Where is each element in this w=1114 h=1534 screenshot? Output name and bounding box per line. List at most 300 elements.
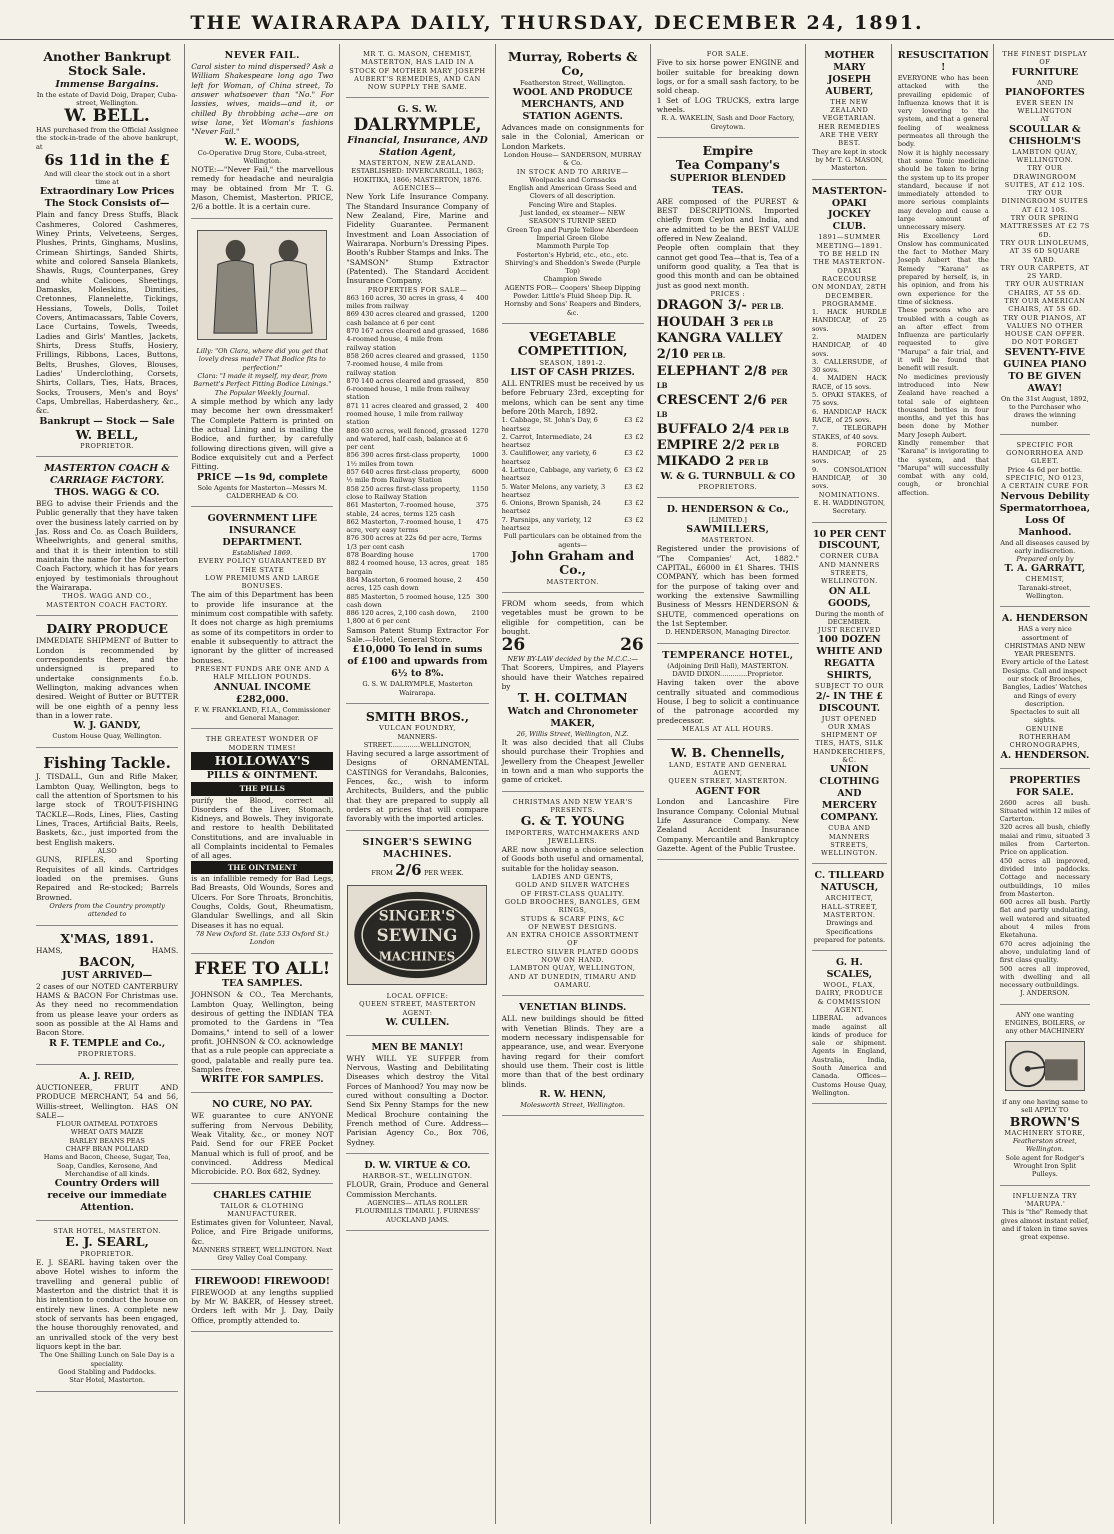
tea-price-value: 3 xyxy=(729,314,744,330)
property-item: 320 acres all bush, chiefly maiai and rimu, situated 3 miles from Carterton. Price on application. xyxy=(999,823,1090,857)
ad-text: AT xyxy=(1040,115,1050,124)
ad-subtitle: MACHINERY STORE, xyxy=(1004,1128,1086,1137)
column-4 xyxy=(496,44,651,1524)
property-price: 2100 xyxy=(471,609,489,618)
ad-text: if any one having same to sell APPLY TO xyxy=(1002,1097,1088,1115)
ad-address: MANNERS-STREET..............WELLINGTON, xyxy=(363,732,472,749)
ad-title: RESUSCITATION ! xyxy=(897,50,989,73)
bankrupt-stock-ad xyxy=(36,44,178,457)
prize-second: £2 xyxy=(635,449,644,458)
tea-price-value: 2/4 xyxy=(731,421,760,437)
prize-row xyxy=(502,466,644,483)
ad-heading: NOMINATIONS. xyxy=(818,490,880,499)
prize-first: £3 xyxy=(623,416,633,425)
jockey-club-ad xyxy=(812,180,887,523)
ad-number: 26 xyxy=(620,635,644,656)
race-item: 9. CONSOLATION HANDICAP, of 30 sovs. xyxy=(811,465,887,491)
ad-text: ON MONDAY, 28TH DECEMBER. xyxy=(811,283,887,300)
virtue-ad xyxy=(346,1154,488,1231)
ad-text: WHY WILL YE SUFFER from Nervous, Wasting and Debilitating Diseases which destroy the Vital Forces of Manhood? You may now be cured without consulting a Doctor. Send Six Penny Stamps for the new Medical Brochure containing the French method of Cure. Address—Parisian Agency Co., Box 706, Sydney. xyxy=(346,1053,489,1147)
list-item: Imperial Green Globe xyxy=(536,233,609,242)
ad-signature: R. A. WAKELIN, Sash and Door Factory, Greytown. xyxy=(661,114,795,131)
ad-subtitle: WOOL, FLAX, DAIRY, PRODUCE & COMMISSION AGENT. xyxy=(815,981,884,1014)
ad-text: In the estate of David Doig, Draper, Cuba-street, Wellington. xyxy=(36,90,178,108)
firewood-ad xyxy=(191,1270,333,1332)
venetian-blinds-ad xyxy=(502,996,644,1116)
column-6a xyxy=(812,44,892,1524)
ad-signature-title: PROPRIETOR. xyxy=(80,441,135,450)
property-price: 300 xyxy=(475,592,489,601)
tea-price-value: 2/2 xyxy=(722,437,750,453)
property-row xyxy=(346,534,488,551)
ad-text: This is "the" Remedy that gives almost instant relief, and if taken in time saves great expense. xyxy=(1000,1208,1090,1242)
tea-unit: PER LB xyxy=(749,441,780,451)
list-item: NOW ON HAND. xyxy=(541,956,605,965)
ad-title: X'MAS, 1891. xyxy=(60,930,154,946)
ad-prefix: G. S. W. xyxy=(397,104,438,116)
tea-price-row xyxy=(657,331,799,364)
ad-text: Having secured a large assortment of Designs of ORNAMENTAL CASTINGS for Verandahs, Balconies, Fences, &c., wish to inform Architects, Builders, and the public that they are prepared to supply all orders at prices that will compare favorably with the imported articles. xyxy=(346,749,489,824)
ad-name: T. H. COLTMAN xyxy=(517,690,628,706)
prize-item: 3. Cauliflower, any variety, 6 heartsez xyxy=(501,449,597,466)
ad-text: A CERTAIN CURE FOR xyxy=(1001,482,1089,491)
prize-row xyxy=(502,516,644,533)
ad-name: C. TILLEARD NATUSCH, xyxy=(814,870,885,894)
ad-subtitle: Watch and Chronometer MAKER, xyxy=(507,705,638,729)
ad-address: 78 New Oxford St. (late 533 Oxford St.) London xyxy=(195,930,329,947)
ad-name: G. & T. YOUNG xyxy=(520,813,625,829)
race-item: 3. CALLERSUDE, of 30 sovs. xyxy=(811,357,887,375)
ad-text: JOHNSON & CO., Tea Merchants, Lambton Quay, Wellington, being desirous of getting the INDIAN TEA promoted to the Gardens in "Tea Domains," intend to sell of a lower profit. JOHNSON & CO. acknowledge that as a rule people can appreciate a good, palatable and really pure tea. Samples free. xyxy=(191,990,334,1074)
ad-caption: Clara: "I made it myself, my dear, from Barnett's Perfect Fitting Bodice Linings." xyxy=(193,372,332,389)
ad-subtitle: CHRISTMAS AND NEW YEAR'S PRESENTS. xyxy=(512,797,633,814)
ad-heading: PIANOFORTES xyxy=(1004,86,1085,98)
ad-text: AND xyxy=(1036,78,1053,87)
ad-heading: THE OINTMENT xyxy=(191,861,333,874)
ad-subtitle: CHEMIST, xyxy=(1025,575,1065,584)
prize-first: £3 xyxy=(623,432,633,441)
tea-name: CRESCENT xyxy=(656,392,744,408)
ad-signature: Star Hotel, Masterton. xyxy=(69,1376,145,1385)
holloway-ad xyxy=(191,729,333,953)
ad-heading: AGENCIES— xyxy=(393,183,442,192)
ad-text: E. J. SEARL having taken over the above Hotel wishes to inform the travelling and general public of Masterton and the district that it is his intention to conduct the house on entirely new lines. A complete new stock of servants has been engaged, the house thoroughly renovated, and an unrivalled stock of the very best liquors kept in the bar. xyxy=(36,1258,179,1352)
ad-address: CUBA AND MANNERS STREETS, WELLINGTON. xyxy=(820,824,878,858)
race-item: 4. MAIDEN HACK RACE, of 15 sovs. xyxy=(811,374,887,391)
ad-signature: J. ANDERSON. xyxy=(1020,989,1070,998)
race-item: 8. FORCED HANDICAP, of 25 sovs. xyxy=(811,440,887,466)
list-item: Fosterton's Hybrid, etc., etc., etc. xyxy=(516,250,629,259)
ad-name: THOS. WAGG & CO. xyxy=(54,487,160,499)
ad-text: The One Shilling Lunch on Sale Day is a speciality. xyxy=(39,1351,175,1368)
ad-heading: Country Orders will receive our immediate Attention. xyxy=(47,1178,167,1214)
never-fail-ad xyxy=(191,44,333,219)
ad-heading: ANNUAL INCOME £282,000. xyxy=(213,681,311,705)
tea-price-row xyxy=(657,438,799,454)
property-desc: 858 250 acres first-class property, close to Railway Station xyxy=(346,484,461,501)
property-price: 1150 xyxy=(471,351,489,360)
ad-subtitle: PROPRIETOR. xyxy=(80,1249,135,1258)
list-item: CHAFF BRAN POLLARD xyxy=(65,1145,149,1154)
property-item: 670 acres adjoining the above, undulating land of first class quality. xyxy=(999,939,1090,965)
prize-row xyxy=(502,433,644,450)
ad-text: SPECIFIC, NO 0123, xyxy=(1005,474,1085,483)
property-row xyxy=(346,551,488,559)
prize-row xyxy=(502,449,644,466)
singer-ad xyxy=(346,831,488,1036)
list-item: AN EXTRA CHOICE ASSORTMENT OF xyxy=(506,931,639,948)
property-price: 475 xyxy=(475,517,489,526)
column-6b xyxy=(898,44,994,1524)
column-5 xyxy=(651,44,806,1524)
property-row xyxy=(346,310,488,327)
scales-ad xyxy=(812,951,887,1104)
property-desc: 885 Masterton, 5 roomed house, 125 cash down xyxy=(346,592,471,609)
ad-text: SUBJECT TO OUR xyxy=(814,682,884,691)
column-3 xyxy=(340,44,495,1524)
ad-text: PER WEEK. xyxy=(423,868,464,877)
ad-text: During the month of DECEMBER. xyxy=(815,609,884,626)
garratt-specific-ad xyxy=(1000,435,1090,607)
tea-price-value: 2/6 xyxy=(743,392,771,408)
tea-name: EMPIRE xyxy=(656,437,723,453)
ad-text: NOTE:—"Never Fail," the marvellous remedy for headache and neuralgia may be obtained from Mr T. G. Mason, Chemist, Masterton. PRICE, 2/6 a bottle. It is a certain cure. xyxy=(191,165,334,212)
ad-text: ESTABLISHED: INVERCARGILL, 1863; HOKITIKA, 1866; MASTERTON, 1876. xyxy=(351,167,484,184)
list-item: Shirving's and Sheddon's Swede (Purple Top) xyxy=(504,258,641,276)
ad-name: T. A. GARRATT, xyxy=(1004,563,1086,575)
list-item: TRY OUR CARPETS, AT 2S YARD. xyxy=(1000,263,1090,281)
ad-title: SPECIFIC FOR GONORRHOEA AND GLEET. xyxy=(1006,440,1084,466)
property-price: 850 xyxy=(475,376,489,385)
ad-text: GUNS, RIFLES, and Sporting Requisites of all kinds. Cartridges loaded on the premises. Guns Repaired and Re-stocked; Barrels Browned. xyxy=(36,855,179,902)
tea-price-list xyxy=(657,298,799,471)
star-hotel-ad xyxy=(36,1221,178,1391)
tea-name: ELEPHANT xyxy=(656,363,744,379)
ad-heading: LOW PREMIUMS AND LARGE BONUSES. xyxy=(205,573,320,591)
ad-address: Featherston Street, Wellington. xyxy=(520,78,626,87)
ad-title: MASTERTON COACH & CARRIAGE FACTORY. xyxy=(44,463,170,487)
list-item: TRY OUR SPRING MATTRESSES AT £2 7S 6D. xyxy=(999,214,1090,239)
race-item: 1. HACK HURDLE HANDICAP, of 25 sovs. xyxy=(811,308,887,333)
list-item: TRY OUR LINOLEUMS, AT 3S 6D SQUARE YARD. xyxy=(1000,238,1090,264)
ad-text: AUCTIONEER, FRUIT AND PRODUCE MERCHANT, 54 and 56, Willis-street, Wellington. HAS ON SALE— xyxy=(36,1082,179,1120)
ad-text: Prepared only by xyxy=(1016,555,1074,564)
property-desc: 880 630 acres, well fenced, grassed and watered, half cash, balance at 6 per cent xyxy=(346,426,468,452)
property-price: 400 xyxy=(475,401,489,410)
ad-signature-sub: PROPRIETORS. xyxy=(77,1049,137,1058)
ad-address: QUEEN STREET, MASTERTON. xyxy=(668,777,788,786)
ad-title: NEVER FAIL. xyxy=(224,50,300,61)
property-row xyxy=(346,559,488,576)
ad-signature: D. HENDERSON, Managing Director. xyxy=(665,628,791,637)
ad-address: LAMBTON QUAY, WELLINGTON. xyxy=(1011,147,1078,164)
ad-title: GOVERNMENT LIFE INSURANCE DEPARTMENT. xyxy=(207,513,317,549)
ad-subtitle: VULCAN FOUNDRY, xyxy=(379,724,456,733)
ad-address: CORNER CUBA AND MANNERS STREETS, WELLINGTON. xyxy=(818,552,880,586)
ad-signature: R. W. HENN, xyxy=(539,1088,606,1100)
property-row xyxy=(346,352,488,377)
tea-name: MIKADO xyxy=(656,454,726,470)
prize-second: £2 xyxy=(635,515,644,524)
ad-heading: FURNITURE xyxy=(1011,66,1079,78)
prize-first: £3 xyxy=(623,499,633,508)
ladies-illustration xyxy=(197,230,327,340)
ad-name: CHARLES CATHIE xyxy=(213,1189,312,1201)
dalrymple-ad xyxy=(346,98,488,703)
property-row xyxy=(346,427,488,452)
list-item: STUDS & SCARF PINS, &C xyxy=(520,914,625,923)
ad-title: INFLUENZA TRY 'MARUPA.' xyxy=(1012,1191,1078,1208)
ad-name: DALRYMPLE, xyxy=(353,115,482,136)
prize-item: 1. Cabbage, St. John's Day, 6 heartsez xyxy=(501,416,598,433)
ad-text: A simple method by which any lady may become her own dressmaker! The Complete Pattern is printed on the actual Lining and is mailing the Bodice, and further, by carefully following directions given, will give a Bodice exquisitely cut and a Perfect Fitting. xyxy=(191,396,334,472)
ad-text: HER REMEDIES ARE THE VERY BEST. xyxy=(818,122,881,148)
property-price: 1686 xyxy=(471,327,489,336)
ad-heading: ON ALL GOODS, xyxy=(827,585,871,609)
ad-heading: AGENT: xyxy=(402,1008,433,1017)
ad-name: W. B. Chennells, xyxy=(670,745,785,761)
men-be-manly-ad xyxy=(346,1036,488,1154)
ad-heading: JUST ARRIVED— xyxy=(62,969,153,981)
ad-name: A. HENDERSON xyxy=(1001,613,1088,625)
ad-subtitle: TEA SAMPLES. xyxy=(221,978,303,990)
tea-unit: PER LB xyxy=(743,318,774,328)
property-price: 1700 xyxy=(471,551,489,560)
ad-text: Drawings and Specifications prepared for patents. xyxy=(813,919,886,944)
tea-name: DRAGON xyxy=(656,298,728,314)
ad-subtitle: 1891—SUMMER MEETING—1891. xyxy=(816,233,883,250)
prize-first: £3 xyxy=(623,515,633,524)
property-row xyxy=(346,576,488,593)
ad-address: LAMBTON QUAY, WELLINGTON, AND AT DUNEDIN, TIMARU AND OAMARU. xyxy=(508,964,637,989)
ad-signature: W. & G. TURNBULL & CO xyxy=(660,470,796,482)
property-desc: 870 167 acres cleared and grassed, 4-roomed house, 4 mile from railway station xyxy=(346,327,466,352)
list-item: TRY OUR PIANOS, AT VALUES NO OTHER HOUSE CAN OFFER. xyxy=(1003,313,1087,339)
properties-sale-ad xyxy=(1000,769,1090,1005)
ad-signature: W. E. WOODS, xyxy=(224,136,300,148)
ad-price: 2/6 xyxy=(395,860,422,879)
ad-subtitle: Financial, Insurance, AND Station Agent, xyxy=(347,135,488,159)
ad-text: Now it is highly necessary that some Tonic medicine should be taken to bring the system up to its proper standard, because if not immediately attended to more serious complaints may develop and cause a large amount of unnecessary misery. xyxy=(897,148,989,232)
ad-heading: EVERY POLICY GUARANTEED BY THE STATE xyxy=(198,557,327,574)
tea-name: KANGRA VALLEY xyxy=(656,330,783,346)
smith-bros-ad xyxy=(346,704,488,831)
ad-signature: F. W. FRANKLAND, F.I.A., Commissioner and General Manager. xyxy=(194,705,331,722)
ad-heading: SEVENTY-FIVE GUINEA PIANO xyxy=(1003,346,1087,370)
property-desc: 863 160 acres, 30 acres in grass, 4 miles from railway xyxy=(346,293,464,311)
ad-heading: 2/- IN THE £ DISCOUNT. xyxy=(815,690,883,714)
ad-signature-sub: MASTERTON. xyxy=(546,577,599,586)
ad-subtitle: PILLS & OINTMENT. xyxy=(206,770,318,782)
ad-text: MEALS AT ALL HOURS. xyxy=(682,724,774,733)
ad-text: AGENTS FOR— Coopers' Sheep Dipping Powder. Little's Fluid Sheep Dip. R. Hornsby and Sons' Reapers and Binders, &c. xyxy=(504,283,642,317)
ad-signature: A. HENDERSON. xyxy=(1000,749,1090,761)
masthead: THE WAIRARAPA DAILY, THURSDAY, DECEMBER 24, 1891. xyxy=(0,0,1114,40)
ad-title: PROPERTIES FOR SALE. xyxy=(1009,774,1081,798)
ad-label: HAMS. xyxy=(151,945,179,955)
ad-text: is an infallible remedy for Bad Legs, Bad Breasts, Old Wounds, Sores and Ulcers. For Sore Throats, Bronchitis, Coughs, Colds, Gout, Rheumatism, Glandular Swellings, and all Skin Diseases it has no equal. xyxy=(191,874,334,930)
property-row xyxy=(346,485,488,502)
ad-subtitle: WOOL AND PRODUCE MERCHANTS, AND STATION AGENTS. xyxy=(512,87,633,122)
property-item: 600 acres all bush. Partly flat and partly undulating, well watered and situated about 4 miles from Eketahuna. xyxy=(999,898,1090,940)
ad-signature: THOS. WAGG AND CO., MASTERTON COACH FACTORY. xyxy=(46,592,169,609)
ad-caption: Lilly: "Oh Clara, where did you get that lovely dress made? That Bodice fits to perfection!" xyxy=(196,347,329,372)
ad-price: 6s 11d in the £ xyxy=(44,150,170,169)
ad-text: Orders from the Country promptly attended to xyxy=(49,902,165,919)
browns-machinery-ad xyxy=(1000,1005,1090,1186)
ad-heading: BACON, xyxy=(79,954,136,970)
ad-address: MASTERTON. xyxy=(701,536,755,545)
property-desc: 878 Boarding house xyxy=(346,551,414,560)
ad-text: HAS a very nice assortment of CHRISTMAS AND NEW YEAR PRESENTS. xyxy=(1004,625,1086,659)
ad-title: NO CURE, NO PAY. xyxy=(212,1099,313,1111)
property-row xyxy=(346,593,488,610)
race-item: 6. HANDICAP HACK RACE, of 25 sovs. xyxy=(811,407,887,424)
ad-heading: PROGRAMME. xyxy=(821,299,877,308)
ad-title: MOTHER MARY JOSEPH AUBERT, xyxy=(824,50,875,97)
list-item: BARLEY BEANS PEAS xyxy=(69,1136,145,1145)
property-row xyxy=(346,451,488,468)
property-price: 450 xyxy=(475,575,489,584)
ad-text: The aim of this Department has been to provide life insurance at the minimum cost compatible with safety. It does not charge as high premiums as some of its competitors in order to enable it subsequently to attract the ignorant by the glitter of increased bonuses. xyxy=(191,590,334,665)
property-price: 375 xyxy=(475,501,489,510)
tea-unit: PER LB. xyxy=(751,302,784,312)
ad-heading: NEW BY-LAW decided by the M.C.C.:— xyxy=(507,655,638,663)
tea-price-row xyxy=(657,422,799,438)
column-6c xyxy=(1000,44,1090,1524)
property-desc: 884 Masterton, 6 roomed house, 2 acres, 125 cash down xyxy=(346,575,462,593)
property-row xyxy=(346,294,488,311)
ad-text: £10,000 To lend in sums of £100 and upwards from 6½ to 8%. xyxy=(347,644,488,680)
tea-price-value: 2/8 xyxy=(743,363,772,379)
temperance-hotel-ad xyxy=(657,644,799,741)
ad-text: These persons who are troubled with a cough as an after effect from Influenza are particularly requested to give "Marupa" a fair trial, and it will be found that benefit will result. xyxy=(897,306,989,373)
list-item: Fencing Wire and Staples. xyxy=(528,200,617,209)
ad-heading: WRITE FOR SAMPLES. xyxy=(201,1074,324,1086)
discount-ad xyxy=(812,523,887,865)
ad-text: MR T. G. MASON, CHEMIST, MASTERTON, HAS LAID IN A STOCK OF MOTHER MARY JOSEPH AUBERT'S REMEDIES, AND CAN NOW SUPPLY THE SAME. xyxy=(349,50,486,92)
ad-text: EVER SEEN IN WELLINGTON xyxy=(1015,98,1074,116)
ad-heading: Spermatorrhoea, xyxy=(999,502,1090,514)
ad-heading: Nervous Debility xyxy=(1000,490,1090,502)
ad-title: MASTERTON-OPAKI JOCKEY CLUB. xyxy=(811,185,887,233)
property-price: 1270 xyxy=(471,426,489,435)
race-item: 2. MAIDEN HANDICAP, of 40 sovs. xyxy=(811,332,887,358)
ad-text: It was also decided that all Clubs should purchase their Trophies and Jewellery from the Cheapest Jeweller in town and a man who supports the game of cricket. xyxy=(501,737,644,785)
scoullar-furniture-ad xyxy=(1000,44,1090,435)
property-item: 450 acres all improved, divided into paddocks. Cottage and necessary outbuildings, 10 miles from Masterton. xyxy=(999,856,1090,898)
ad-text: Having taken over the above centrally situated and commodious House, I beg to solicit a continuance of the patronage accorded my predecessor. xyxy=(656,678,799,725)
ad-signature-sub: Custom House Quay, Wellington. xyxy=(52,732,162,741)
ad-text: LIBERAL advances made against all kinds of produce for sale or shipment. Agents in England, Australia, India, South America and Canada. Offices—Customs House Quay, Wellington. xyxy=(811,1014,887,1097)
property-price: 185 xyxy=(475,559,489,568)
list-item: Five to six horse power ENGINE and boiler suitable for breaking down logs, or for a small sash factory, to be sold cheap. xyxy=(656,58,799,96)
ad-text: ANY one wanting ENGINES, BOILERS, or any other MACHINERY xyxy=(1004,1010,1085,1036)
ad-text: IMMEDIATE SHIPMENT of Butter to London is recommended by correspondents there, and the undersigned is prepared to undertake consignments f.o.b. Wellington, making advances when desired. Weight of Butter or BUTTER will be one eighth of a penny less than in a lower rate. xyxy=(36,636,179,720)
vegetable-competition-ad xyxy=(502,324,644,593)
engine-illustration xyxy=(1005,1041,1085,1091)
property-row xyxy=(346,377,488,402)
ad-title: Fishing Tackle. xyxy=(43,753,171,772)
ad-text: London and Lancashire Fire Insurance Company. Colonial Mutual Life Assurance Company. New Zealand Accident Insurance Company. Mercantile and Bankruptcy Gazette. Agent of the Public Trustee. xyxy=(656,797,799,854)
ad-title: TEMPERANCE HOTEL, xyxy=(662,649,794,661)
ad-text: People often complain that they cannot get good Tea—that is, Tea of a uniform good quality, a Tea that is good this month and can be obtained just as good next month. xyxy=(656,243,799,290)
chennells-ad xyxy=(657,740,799,860)
property-row xyxy=(346,327,488,352)
ad-title: VEGETABLE COMPETITION, xyxy=(517,328,628,359)
ad-text: Good Stabling and Paddocks. xyxy=(58,1367,156,1376)
ad-heading: PRICES : xyxy=(710,289,746,298)
property-desc: 861 Masterton, 7-roomed house, stable, 24 acres, terms 125 cash xyxy=(346,501,456,518)
ad-heading: GENUINE ROTHERHAM CHRONOGRAPHS, xyxy=(1009,724,1081,750)
tea-price-value: 2 xyxy=(725,454,739,470)
list-item: Woolpacks and Cornsacks xyxy=(529,175,617,184)
prize-second: £2 xyxy=(635,465,644,474)
furniture-list xyxy=(1000,164,1090,338)
prize-list xyxy=(502,416,644,532)
ad-name: BROWN'S xyxy=(1009,1113,1080,1129)
list-item: LADIES AND GENTS, xyxy=(531,873,614,882)
ad-text: ARE composed of the PUREST & BEST DESCRIPTIONS. Imported chiefly from Ceylon and India, and are admitted to be the BEST VALUE offered in New Zealand. xyxy=(656,196,799,243)
list-item: TRY OUR AUSTRIAN CHAIRS, AT 5S 6D. xyxy=(1005,280,1085,297)
race-list xyxy=(812,308,887,491)
ad-subtitle: LAND, ESTATE AND GENERAL AGENT, xyxy=(668,760,787,777)
ad-text: purify the Blood, correct all Disorders of the Liver, Stomach, Kidneys, and Bowels. They invigorate and restore to health Debilitated Constitutions, and are invaluable in all Complaints incidental to Females of all ages. xyxy=(191,795,334,861)
ad-heading: Extraordinary Low Prices xyxy=(39,186,175,198)
ad-title: Empire xyxy=(702,142,754,158)
ad-footer: Bankrupt — Stock — Sale xyxy=(39,415,175,427)
ad-title: HOLLOWAY'S xyxy=(191,752,333,770)
stock-list xyxy=(502,176,644,284)
ad-name: UNION CLOTHING AND MERCERY COMPANY. xyxy=(819,764,880,824)
ad-text: FROM whom seeds, from which vegetables must be grown to be eligible for competition, can be bought. xyxy=(501,599,644,636)
ad-text: FIREWOOD at any lengths supplied by Mr W. BAKER, of Hessey street. Orders left with Mr J. Day, Daily Office, promptly attended to. xyxy=(191,1287,334,1325)
ad-heading: TO BE GIVEN AWAY! xyxy=(1008,370,1082,394)
influenza-ad xyxy=(1000,1186,1090,1248)
coltman-watch-ad xyxy=(502,593,644,792)
ad-text: JUST RECEIVED xyxy=(817,626,881,635)
ad-name: W. BELL. xyxy=(64,106,150,127)
ad-subtitle: Established 1869. xyxy=(232,549,293,557)
ad-text: Sole agent for Rodger's Wrought Iron Split Pulleys. xyxy=(1005,1153,1085,1179)
list-item: 1 Set of LOG TRUCKS, extra large wheels. xyxy=(656,95,799,114)
tea-unit: PER LB xyxy=(738,458,769,468)
ad-title: DAIRY PRODUCE xyxy=(46,620,168,636)
ad-text: Estimates given for Volunteer, Naval, Police, and Fire Brigade uniforms, &c. xyxy=(191,1218,334,1246)
ad-subtitle: [LIMITED.] xyxy=(708,515,747,524)
young-jewellers-ad xyxy=(502,792,644,997)
ad-signature: E. H. WADDINGTON, Secretary. xyxy=(813,498,886,516)
property-row xyxy=(346,501,488,518)
ad-title: Another Bankrupt Stock Sale. xyxy=(43,49,171,79)
ad-text: FROM xyxy=(371,868,393,877)
property-desc: 862 Masterton, 7-roomed house, 1 acre, very easy terms xyxy=(346,517,463,535)
ad-title: FREE TO ALL! xyxy=(194,958,331,979)
property-desc: 856 390 acres first-class property, 1½ miles from town xyxy=(346,451,461,468)
ad-subtitle: Immense Bargains. xyxy=(55,78,159,90)
ad-text: And will clear the stock out in a short time at xyxy=(44,169,170,187)
ad-label: HAMS, xyxy=(36,945,63,955)
newspaper-page xyxy=(30,44,1090,1524)
ad-signature-sub: Co-Operative Drug Store, Cuba-street, Wellington. xyxy=(197,148,327,165)
ad-address: MASTERTON, NEW ZEALAND. xyxy=(359,159,476,168)
property-row xyxy=(346,468,488,485)
ad-text: Full particulars can be obtained from the agents— xyxy=(503,532,642,549)
ad-subtitle: SAWMILLERS, xyxy=(686,524,770,536)
ad-text: Carol sister to mind dispersed? Ask a William Shakespeare long ago Two left for Woman, of China street, To answer whatsoever than "No." For lassies, wives, maids—and it, or chilled By throbbing ache—are on wise lane, Yet Woman's fashions "Never Fail." xyxy=(191,61,334,137)
prize-item: 2. Carrot, Intermediate, 24 heartsez xyxy=(501,432,593,450)
list-item: FLOUR OATMEAL POTATOES xyxy=(56,1120,158,1129)
